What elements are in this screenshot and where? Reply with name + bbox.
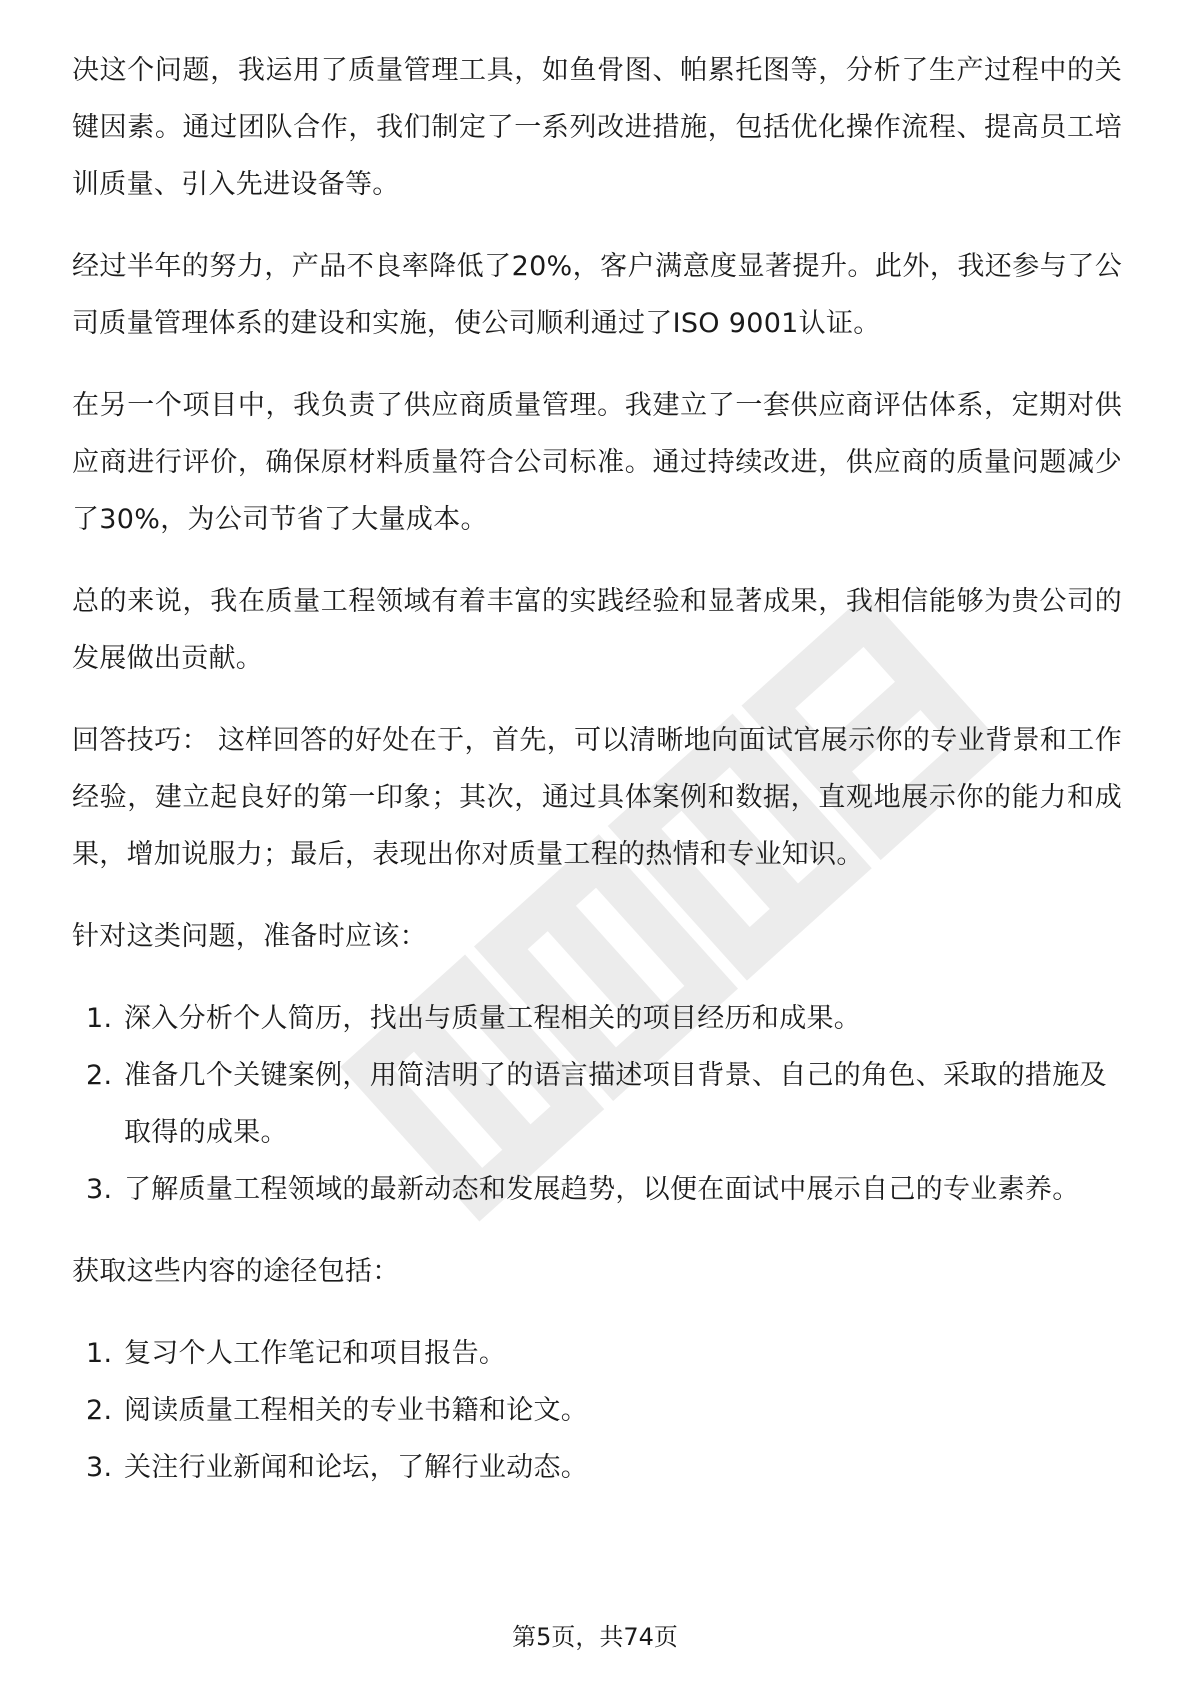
paragraph-problem-solving: 决这个问题，我运用了质量管理工具，如鱼骨图、帕累托图等，分析了生产过程中的关键因素。通过团队合作，我们制定了一系列改进措施，包括优化操作流程、提高员工培训质量、引入先进设备等。 — [72, 55, 1122, 200]
paragraph-supplier-project: 在另一个项目中，我负责了供应商质量管理。我建立了一套供应商评估体系，定期对供应商进行评价，确保原材料质量符合公司标准。通过持续改进，供应商的质量问题减少了30%，为公司节省了大量成本。 — [72, 390, 1122, 535]
list-item — [72, 990, 1122, 1047]
paragraph-prep-intro: 针对这类问题，准备时应该： — [72, 921, 427, 952]
page-number-footer: 第5页，共74页 — [512, 1623, 678, 1651]
list-item — [72, 1325, 1122, 1382]
list-item — [72, 1382, 1122, 1439]
list-number: 2. — [86, 1395, 113, 1426]
paragraph-results: 经过半年的努力，产品不良率降低了20%，客户满意度显著提升。此外，我还参与了公司质量管理体系的建设和实施，使公司顺利通过了ISO 9001认证。 — [72, 251, 1122, 339]
list-text: 阅读质量工程相关的专业书籍和论文。 — [124, 1395, 589, 1426]
prep-list — [72, 990, 1122, 1218]
list-text: 复习个人工作笔记和项目报告。 — [124, 1338, 507, 1369]
document-body — [72, 42, 1122, 1521]
list-item — [72, 1439, 1122, 1496]
paragraph-answer-tips: 回答技巧： 这样回答的好处在于，首先，可以清晰地向面试官展示你的专业背景和工作经验，建立起良好的第一印象；其次，通过具体案例和数据，直观地展示你的能力和成果，增加说服力；最后，表现出你对质量工程的热情和专业知识。 — [72, 725, 1122, 870]
list-text: 了解质量工程领域的最新动态和发展趋势，以便在面试中展示自己的专业素养。 — [124, 1174, 1080, 1205]
list-text: 深入分析个人简历，找出与质量工程相关的项目经历和成果。 — [124, 1003, 862, 1034]
watermark-text: 职场资料出品 — [700, 930, 706, 931]
list-item — [72, 1161, 1122, 1218]
list-item — [72, 1047, 1122, 1161]
list-number: 3. — [86, 1174, 113, 1205]
paragraph-summary: 总的来说，我在质量工程领域有着丰富的实践经验和显著成果，我相信能够为贵公司的发展做出贡献。 — [72, 586, 1122, 674]
sources-list — [72, 1325, 1122, 1496]
list-number: 2. — [86, 1060, 113, 1091]
list-text: 准备几个关键案例，用简洁明了的语言描述项目背景、自己的角色、采取的措施及取得的成果。 — [124, 1060, 1107, 1148]
list-number: 1. — [86, 1003, 113, 1034]
list-text: 关注行业新闻和论坛，了解行业动态。 — [124, 1452, 589, 1483]
list-number: 1. — [86, 1338, 113, 1369]
paragraph-sources-intro: 获取这些内容的途径包括： — [72, 1256, 400, 1287]
list-number: 3. — [86, 1452, 113, 1483]
